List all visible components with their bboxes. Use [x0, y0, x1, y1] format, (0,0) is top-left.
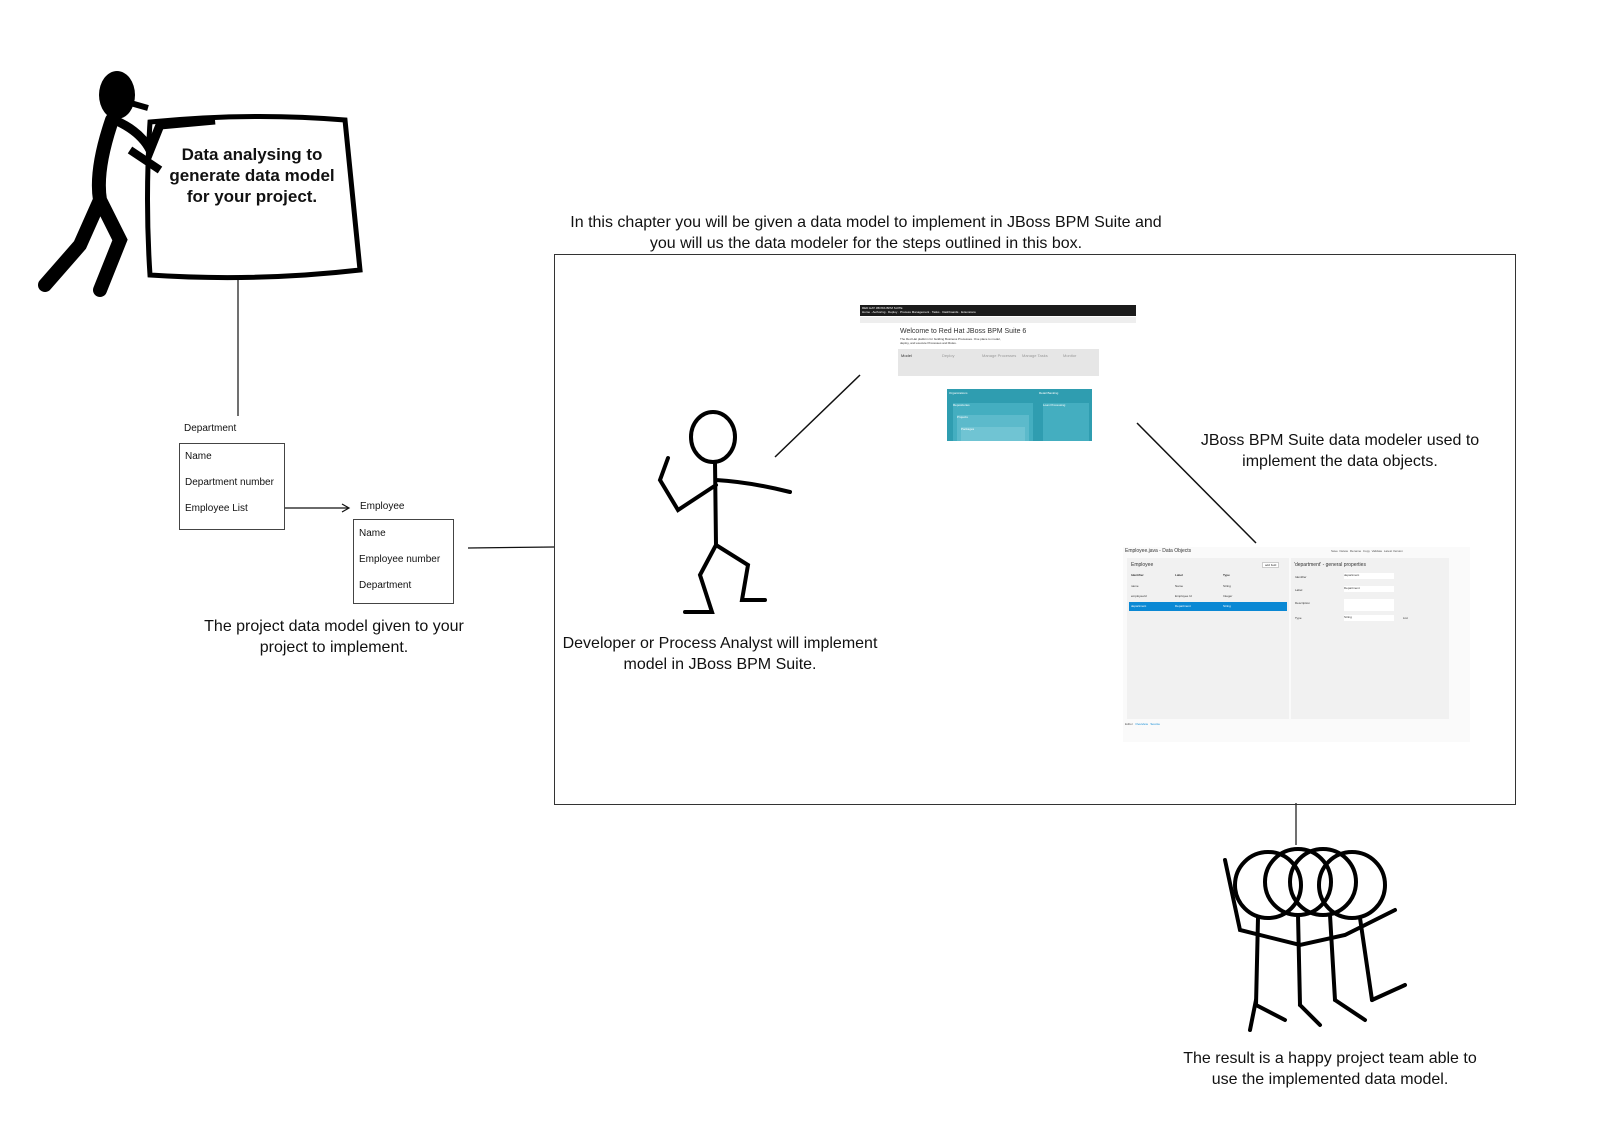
version-button[interactable]: Latest Version [1383, 549, 1403, 553]
employee-entity-title: Employee [360, 501, 405, 512]
happy-team-figures [1225, 849, 1405, 1030]
entity-field: Employee number [359, 554, 441, 565]
prop-label: Identifier [1295, 575, 1307, 579]
model-caption: The project data model given to your project to implement. [204, 618, 464, 656]
employee-entity-box [353, 519, 454, 604]
tab: Monitor [1063, 353, 1077, 358]
welcome-title: Welcome to Red Hat JBoss BPM Suite 6 [900, 328, 1027, 335]
column-header: Type [1223, 573, 1230, 577]
box: Projects [957, 415, 968, 419]
list-checkbox[interactable]: List [1403, 616, 1408, 620]
entity-field: Department [359, 580, 412, 591]
box: Loan Processing [1043, 403, 1066, 407]
prop-label: Label [1295, 588, 1303, 592]
chapter-caption: In this chapter you will be given a data model to implement in JBoss BPM Suite and you will us the data modeler for the steps outlined in this box. [570, 214, 1162, 252]
entity-field: Department number [185, 477, 274, 488]
menu-item: Process Management [900, 310, 930, 314]
type-select[interactable]: String [1344, 615, 1394, 621]
modeler-caption: JBoss BPM Suite data modeler used to implement the data objects. [1200, 432, 1480, 470]
tab-editor[interactable]: Editor [1125, 722, 1133, 726]
tab-overview[interactable]: Overview [1135, 722, 1148, 726]
label-input[interactable]: Department [1344, 586, 1394, 592]
model-connector [468, 547, 554, 548]
department-entity-title: Department [184, 423, 237, 434]
tab: Manage Processes [982, 353, 1017, 358]
entity-field: Employee List [185, 503, 248, 514]
menu-item: Extensions [961, 310, 976, 314]
box: Organizations [949, 391, 968, 395]
table-row-selected[interactable]: department Department String [1129, 602, 1287, 611]
bpm-suite-home-screenshot: RED HAT JBOSS BPM SUITE Home · Authoring · Deploy · Process Management · Tasks · Dashboards · Extensions Welcome to Red Hat JBoss BPM Suite 6 The Red Hat platform for building Business Processes. One place to model, deploy, and execute Processes and Rules. Model Deploy Manage Processes Manage Tasks Monitor Organizations Repositories Projects Packages Retail Banking Loan Processing [860, 305, 1136, 460]
description-input[interactable] [1344, 599, 1394, 611]
department-entity-box [179, 443, 285, 530]
properties-title: 'department' - general properties [1294, 562, 1366, 568]
delete-button[interactable]: Delete [1339, 549, 1349, 553]
menu-item: Authoring [872, 310, 886, 314]
menu-item: Dashboards [942, 310, 959, 314]
menu-item: Home [862, 310, 871, 314]
editor-title: Employee.java - Data Objects [1125, 548, 1192, 554]
box: Retail Banking [1039, 391, 1059, 395]
menu-item: Deploy [888, 310, 898, 314]
entity-field: Name [185, 451, 212, 462]
entity-field: Name [359, 528, 386, 539]
box: Repositories [953, 403, 970, 407]
tab: Manage Tasks [1022, 353, 1048, 358]
table-row[interactable]: name Name String [1131, 584, 1231, 588]
box: Packages [961, 427, 975, 431]
tab: Model [901, 353, 912, 358]
table-row[interactable]: employeeId Employee Id Integer [1131, 594, 1233, 598]
prop-label: Type [1295, 616, 1302, 620]
tab: Deploy [942, 353, 955, 358]
team-caption: The result is a happy project team able to use the implemented data model. [1183, 1050, 1477, 1088]
add-field-button[interactable]: add field [1262, 562, 1279, 568]
data-modeler-screenshot [1123, 547, 1470, 742]
save-button[interactable]: Save [1331, 549, 1338, 553]
prop-label: Description [1295, 601, 1311, 605]
tab-source[interactable]: Source [1150, 722, 1160, 726]
sign-text: Data analysing to generate data model for your project. [169, 145, 335, 206]
brand: RED HAT JBOSS BPM SUITE [862, 306, 903, 310]
welcome-subtitle: The Red Hat platform for building Business Processes. One place to model, deploy, and execute Processes and Rules. [900, 337, 1001, 345]
menu-item: Tasks [931, 310, 940, 314]
rename-button[interactable]: Rename [1349, 549, 1362, 553]
column-header: Label [1175, 573, 1183, 577]
validate-button[interactable]: Validate [1371, 549, 1383, 553]
copy-button[interactable]: Copy [1362, 549, 1370, 553]
identifier-input[interactable]: department [1344, 573, 1394, 579]
object-name: Employee [1131, 562, 1154, 568]
developer-caption: Developer or Process Analyst will implement model in JBoss BPM Suite. [562, 635, 878, 673]
column-header: Identifier [1131, 573, 1144, 577]
